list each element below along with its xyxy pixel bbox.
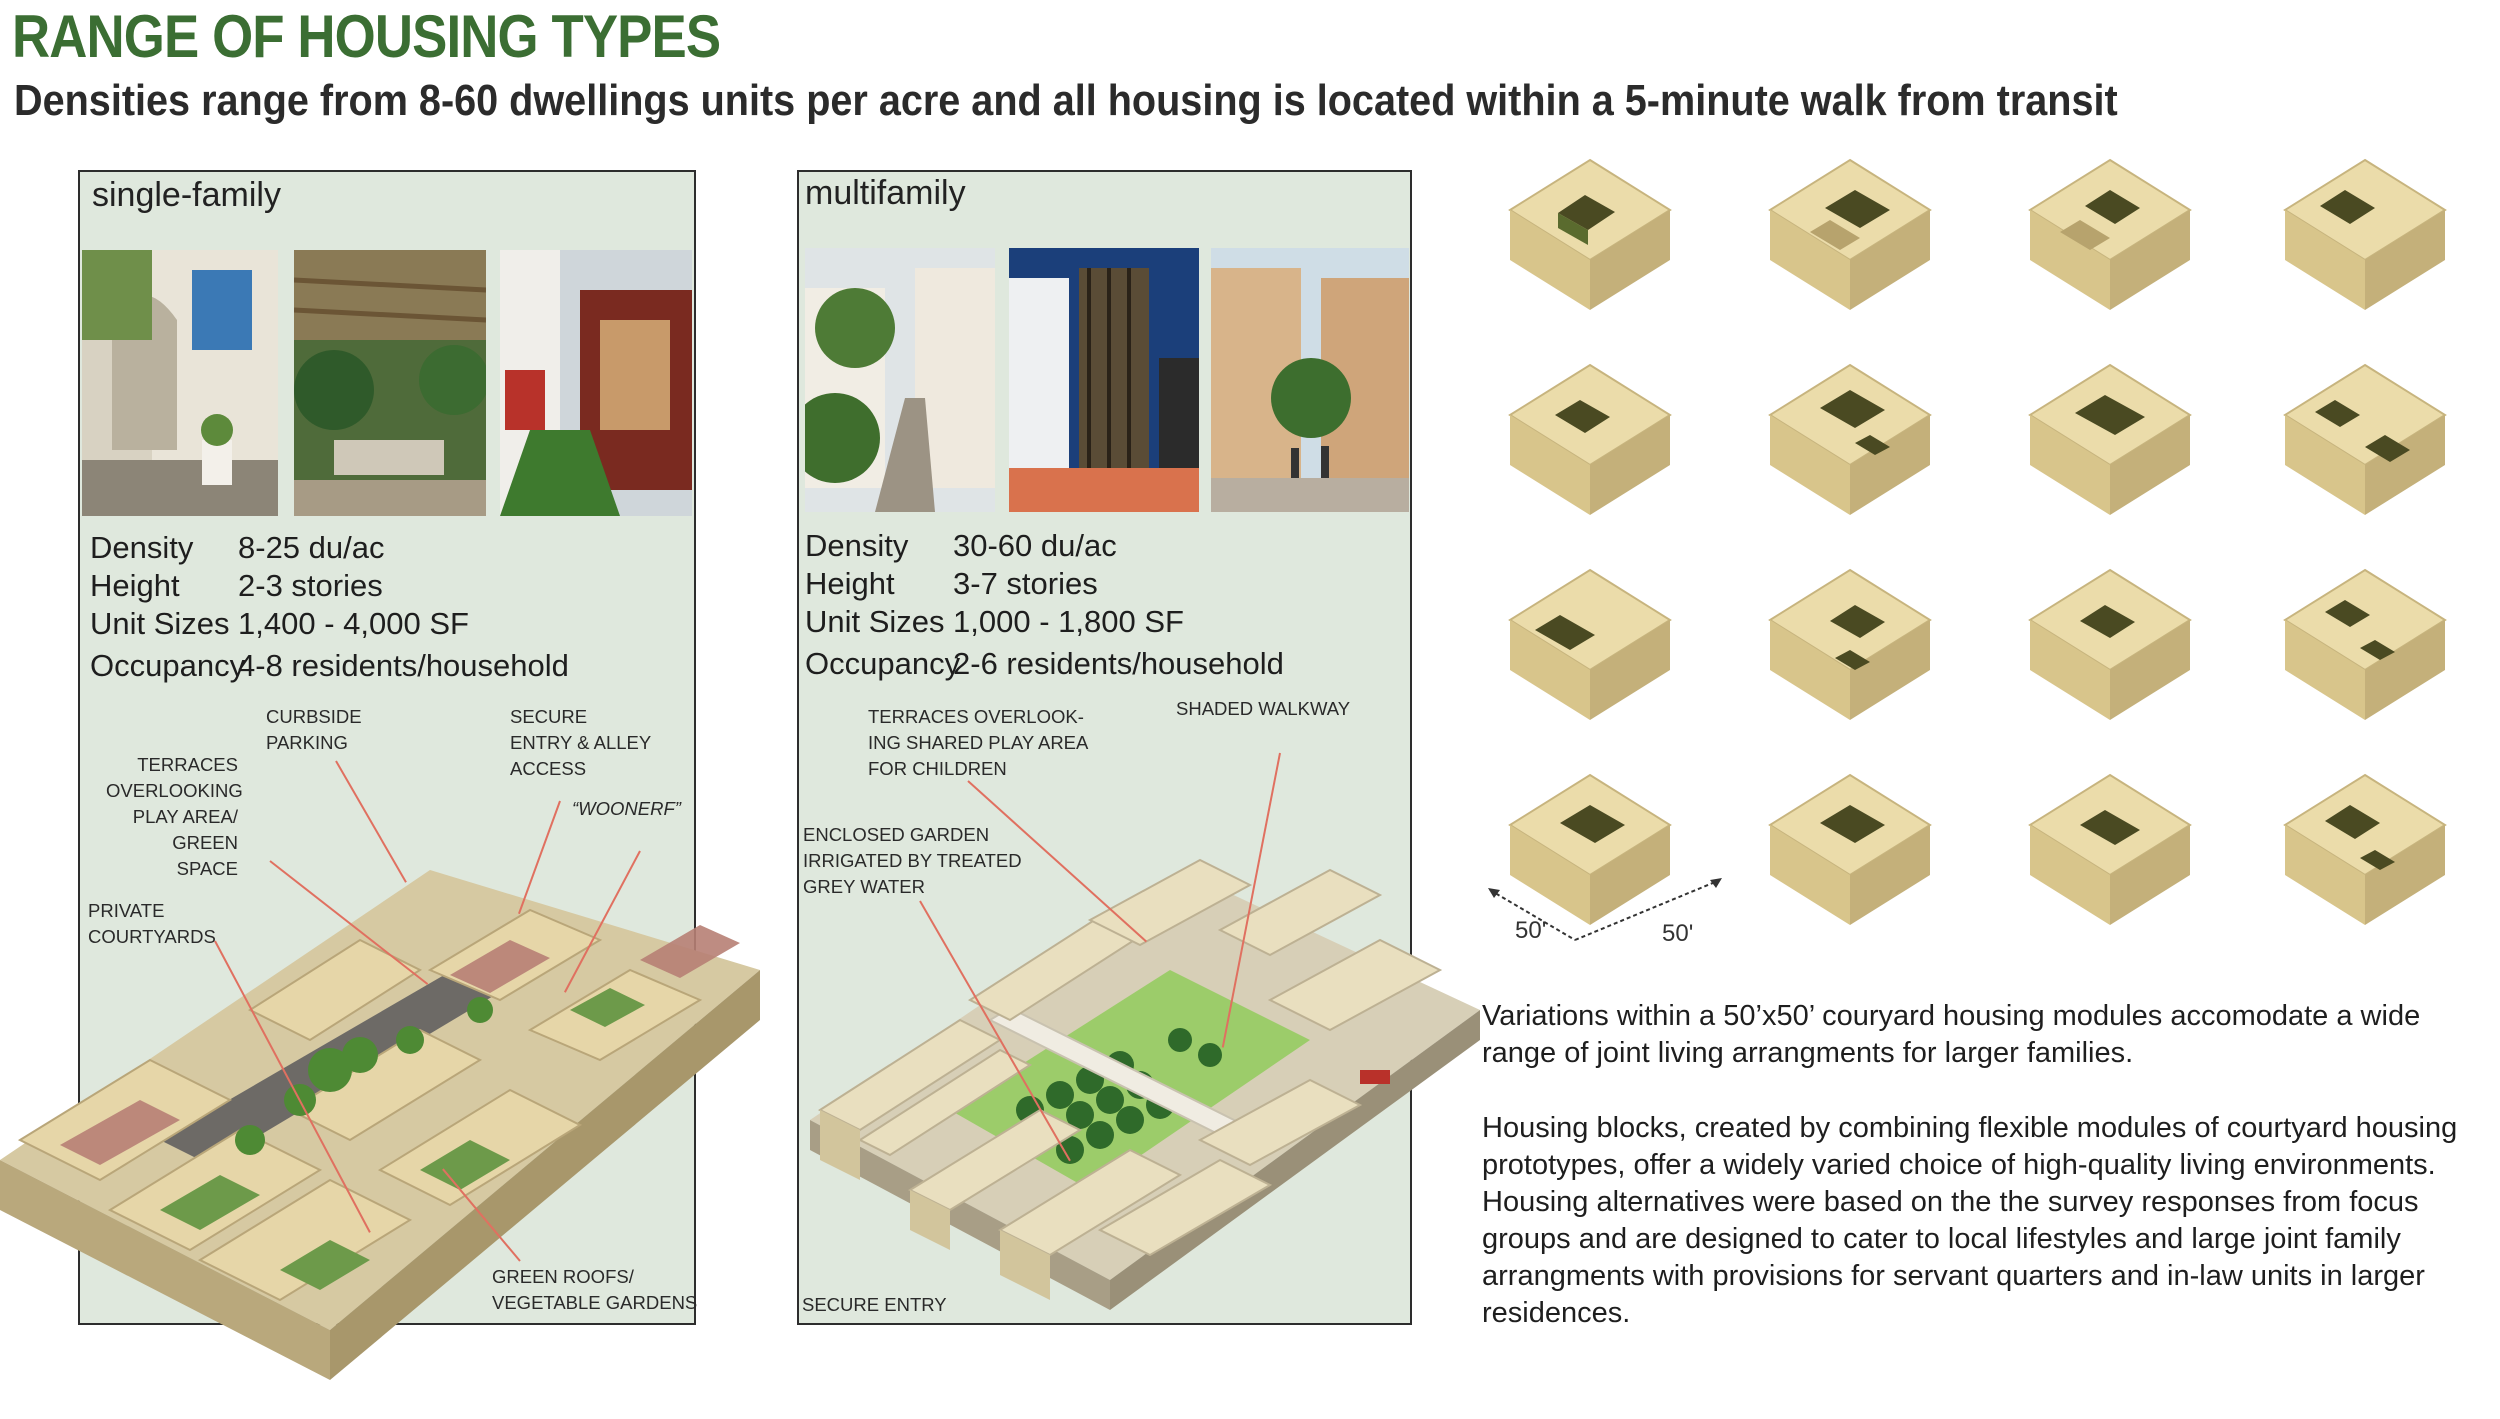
mf-stat-label: Unit Sizes xyxy=(805,604,945,639)
mf-stat-occupancy xyxy=(805,646,1284,682)
sf-stat-height xyxy=(90,568,383,604)
courtyard-module xyxy=(1760,560,1940,740)
sf-stat-value: 2-3 stories xyxy=(238,568,383,603)
courtyard-module xyxy=(2275,765,2455,945)
courtyard-module xyxy=(1760,150,1940,330)
mf-stat-value: 2-6 residents/household xyxy=(953,646,1284,681)
dimension-label: 50' xyxy=(1662,920,1694,947)
callout-woonerf: “WOONERF” xyxy=(572,798,681,819)
courtyard-module xyxy=(2275,355,2455,535)
callout-green-roofs: GREEN ROOFS/ VEGETABLE GARDENS xyxy=(492,1266,698,1313)
mf-stat-label: Height xyxy=(805,566,895,601)
multifamily-photo-towers xyxy=(1009,248,1199,512)
callout-mf-secure-entry: SECURE ENTRY xyxy=(802,1294,947,1315)
courtyard-module xyxy=(1500,150,1680,330)
courtyard-module xyxy=(1760,765,1940,945)
page-subtitle: Densities range from 8-60 dwellings units per acre and all housing is located within a 5-minute walk from transit xyxy=(14,76,2118,125)
sf-stat-label: Occupancy xyxy=(90,648,246,683)
courtyard-module xyxy=(2275,150,2455,330)
sf-stat-value: 8-25 du/ac xyxy=(238,530,385,565)
callout-mf-shaded-walkway: SHADED WALKWAY xyxy=(1176,698,1351,719)
callout-mf-enclosed-garden: ENCLOSED GARDEN IRRIGATED BY TREATED GREY WATER xyxy=(803,824,1022,897)
sf-stat-label: Height xyxy=(90,568,180,603)
multifamily-photo-street xyxy=(1211,248,1409,512)
mf-stat-value: 30-60 du/ac xyxy=(953,528,1117,563)
sf-stat-label: Density xyxy=(90,530,194,565)
dimension-label: 50' xyxy=(1515,917,1547,944)
mf-stat-height xyxy=(805,566,1098,602)
mf-stat-density xyxy=(805,528,1117,564)
sf-stat-value: 1,400 - 4,000 SF xyxy=(238,606,469,641)
description-paragraph-2: Housing blocks, created by combining flexible modules of courtyard housing prototypes, offer a widely varied choice of high-quality living environments. Housing alternatives were based on the the survey responses from focus groups and are designed to cater to local lifestyles and large joint family arrangments with provisions for servant quarters and in-law units in larger residences. xyxy=(1482,1112,2458,1329)
callout-secure-entry-alley: SECURE ENTRY & ALLEY ACCESS xyxy=(510,706,652,779)
sf-stat-label: Unit Sizes xyxy=(90,606,230,641)
mf-stat-value: 3-7 stories xyxy=(953,566,1098,601)
callout-curbside-parking: CURBSIDE PARKING xyxy=(266,706,362,753)
courtyard-module xyxy=(1500,355,1680,535)
single-family-heading: single-family xyxy=(92,176,281,214)
courtyard-module xyxy=(2020,355,2200,535)
mf-stat-unit-sizes xyxy=(805,604,1184,640)
single-family-photo-alley xyxy=(82,250,278,516)
sf-stat-occupancy xyxy=(90,648,569,684)
sf-stat-density xyxy=(90,530,385,566)
description-paragraph-1: Variations within a 50’x50’ couryard housing modules accomodate a wide range of joint living arrangments for larger families. xyxy=(1482,1000,2421,1069)
single-family-photo-pergola xyxy=(294,250,486,516)
sf-stat-value: 4-8 residents/household xyxy=(238,648,569,683)
callout-private-courtyards: PRIVATE COURTYARDS xyxy=(88,900,216,947)
courtyard-module xyxy=(1760,355,1940,535)
callout-mf-terraces: TERRACES OVERLOOK- ING SHARED PLAY AREA FOR CHILDREN xyxy=(868,706,1089,779)
single-family-photo-lawn xyxy=(500,250,692,516)
courtyard-module xyxy=(2020,150,2200,330)
sf-stat-unit-sizes xyxy=(90,606,469,642)
page-title: RANGE OF HOUSING TYPES xyxy=(12,3,721,70)
mf-stat-value: 1,000 - 1,800 SF xyxy=(953,604,1184,639)
multifamily-aerial-rendering xyxy=(800,810,1480,1410)
mf-stat-label: Density xyxy=(805,528,909,563)
dimension-lines xyxy=(1480,860,1740,960)
callout-terraces-play-area: TERRACES OVERLOOKING PLAY AREA/ GREEN SPACE xyxy=(106,754,243,879)
courtyard-module xyxy=(2020,560,2200,740)
courtyard-module xyxy=(2020,765,2200,945)
courtyard-module xyxy=(2275,560,2455,740)
multifamily-photo-courtyard xyxy=(805,248,995,512)
courtyard-module xyxy=(1500,560,1680,740)
mf-stat-label: Occupancy xyxy=(805,646,961,681)
multifamily-heading: multifamily xyxy=(805,174,966,212)
